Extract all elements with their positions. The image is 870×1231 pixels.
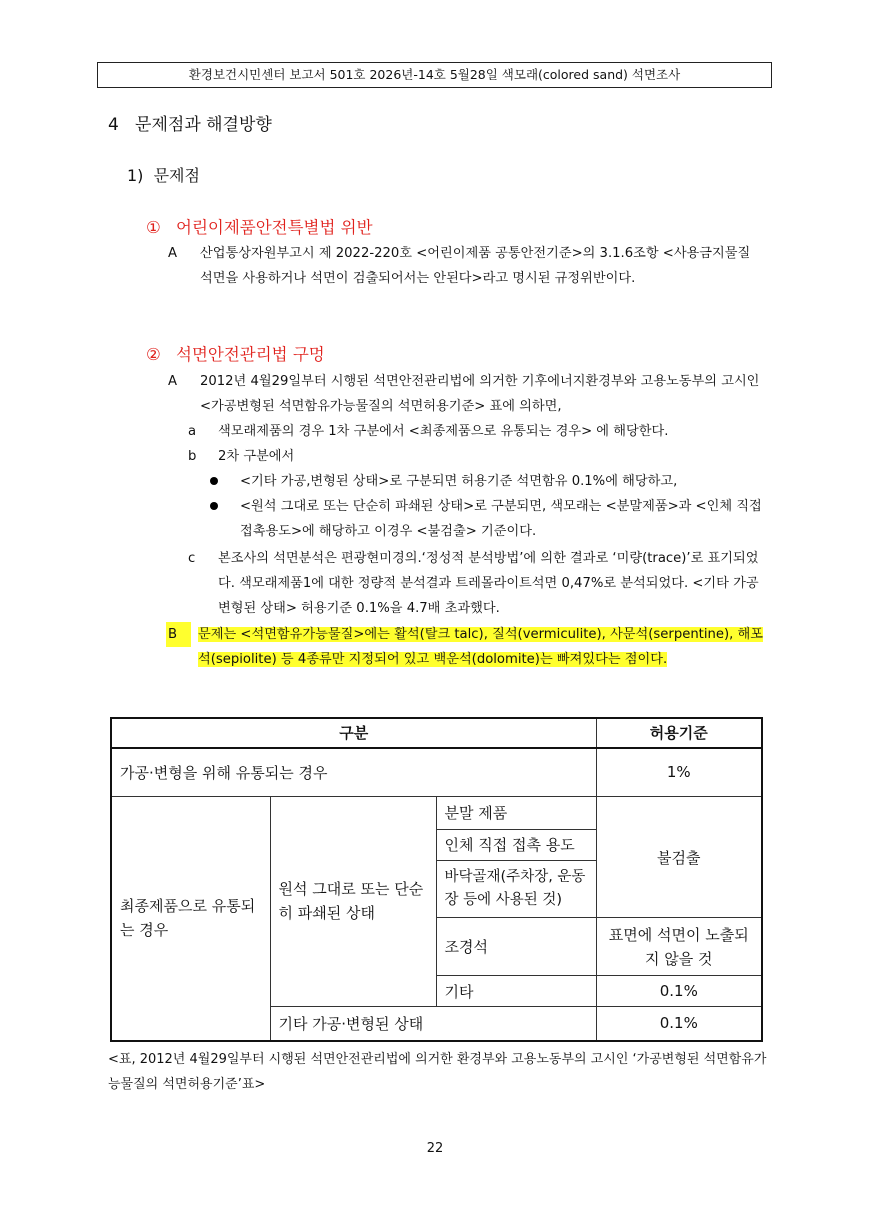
subsection-title: 문제점 [153, 166, 200, 185]
section-number: 4 [108, 115, 119, 135]
report-header: 환경보건시민센터 보고서 501호 2026년-14호 5월28일 색모래(colored sand) 석면조사 [97, 62, 772, 88]
powder-product-label: 분말 제품 [436, 796, 596, 829]
item2-sub-b-text: 2차 구분에서 [218, 449, 295, 464]
section-title: 문제점과 해결방향 [135, 115, 272, 135]
item2-title: 석면안전관리법 구멍 [176, 345, 325, 364]
item2-bullet-1: <기타 가공,변형된 상태>로 구분되면 허용기준 석면함유 0.1%에 해당하고, [240, 474, 678, 489]
table-header-category: 구분 [111, 718, 596, 748]
table-header-row [111, 718, 762, 748]
item2-heading [146, 341, 325, 365]
item2-sub-c-marker: c [188, 551, 196, 566]
direct-contact-label: 인체 직접 접촉 용도 [436, 829, 596, 861]
asbestos-standard-table [110, 717, 763, 1042]
other-label: 기타 [436, 976, 596, 1007]
other-processed-label: 기타 가공·변형된 상태 [270, 1006, 596, 1041]
item2-sub-a-text: 색모래제품의 경우 1차 구분에서 <최종제품으로 유통되는 경우> 에 해당한다. [218, 424, 669, 439]
item2-bullet-2: <원석 그대로 또는 단순히 파쇄된 상태>로 구분되면, 색모래는 <분말제품>과 <인체 직접 접촉용도>에 해당하고 이경우 <불검출> 기준이다. [240, 499, 762, 539]
landscape-stone-value: 표면에 석면이 노출되지 않을 것 [596, 918, 762, 976]
row-processing-value: 1% [596, 748, 762, 797]
item2-sub-c-text: 본조사의 석면분석은 편광현미경의.‘정성적 분석방법’에 의한 결과로 ‘미량(trace)’로 표기되었다. 색모래제품1에 대한 정량적 분석결과 트레몰라이트석면 0,47%로 분석되었다. <기타 가공 변형된 상태> 허용기준 0.1%을 4.7배 초과했다. [218, 551, 759, 616]
item2-b-marker: B [166, 622, 191, 647]
item1-a-marker: A [168, 246, 178, 261]
final-product-label: 최종제품으로 유통되는 경우 [111, 796, 270, 1041]
other-value: 0.1% [596, 976, 762, 1007]
item2-sub-a-marker: a [188, 424, 197, 439]
bullet-dot-icon [210, 502, 218, 510]
item2-b-highlighted-text: 문제는 <석면함유가능물질>에는 활석(탈크 talc), 질석(vermiculite), 사문석(serpentine), 해포석(sepiolite) 등 4종류만 지정되어 있고 백운석(dolomite)는 빠져있다는 점이다. [198, 627, 763, 667]
page-number: 22 [426, 1141, 444, 1156]
item2-sub-b-marker: b [188, 449, 197, 464]
item2-a-text: 2012년 4월29일부터 시행된 석면안전관리법에 의거한 기후에너지환경부와 고용노동부의 고시인 <가공변형된 석면함유가능물질의 석면허용기준> 표에 의하면, [200, 374, 760, 414]
item1-title: 어린이제품안전특별법 위반 [176, 218, 373, 237]
item1-number: ① [146, 218, 161, 237]
not-detected-value: 불검출 [596, 796, 762, 917]
item2-b-text [198, 622, 763, 672]
table-row [111, 748, 762, 797]
item1-heading [146, 214, 373, 238]
subsection-heading [127, 163, 200, 186]
section-heading [108, 110, 272, 135]
other-processed-value: 0.1% [596, 1006, 762, 1041]
raw-stone-label: 원석 그대로 또는 단순히 파쇄된 상태 [270, 796, 436, 1006]
item2-a-marker: A [168, 374, 178, 389]
table-header-standard: 허용기준 [596, 718, 762, 748]
table-caption: <표, 2012년 4월29일부터 시행된 석면안전관리법에 의거한 환경부와 고용노동부의 고시인 ‘가공변형된 석면함유가능물질의 석면허용기준’표> [108, 1052, 767, 1092]
item1-a-text: 산업통상자원부고시 제 2022-220호 <어린이제품 공통안전기준>의 3.1.6조항 <사용금지물질 석면을 사용하거나 석면이 검출되어서는 안된다>라고 명시된 규정위반이다. [200, 246, 751, 286]
row-processing-label: 가공·변형을 위해 유통되는 경우 [111, 748, 596, 797]
landscape-stone-label: 조경석 [436, 918, 596, 976]
subsection-number: 1) [127, 166, 144, 185]
bullet-dot-icon [210, 477, 218, 485]
table-row [111, 796, 762, 829]
item2-number: ② [146, 345, 161, 364]
floor-aggregate-label: 바닥골재(주차장, 운동장 등에 사용된 것) [436, 861, 596, 918]
